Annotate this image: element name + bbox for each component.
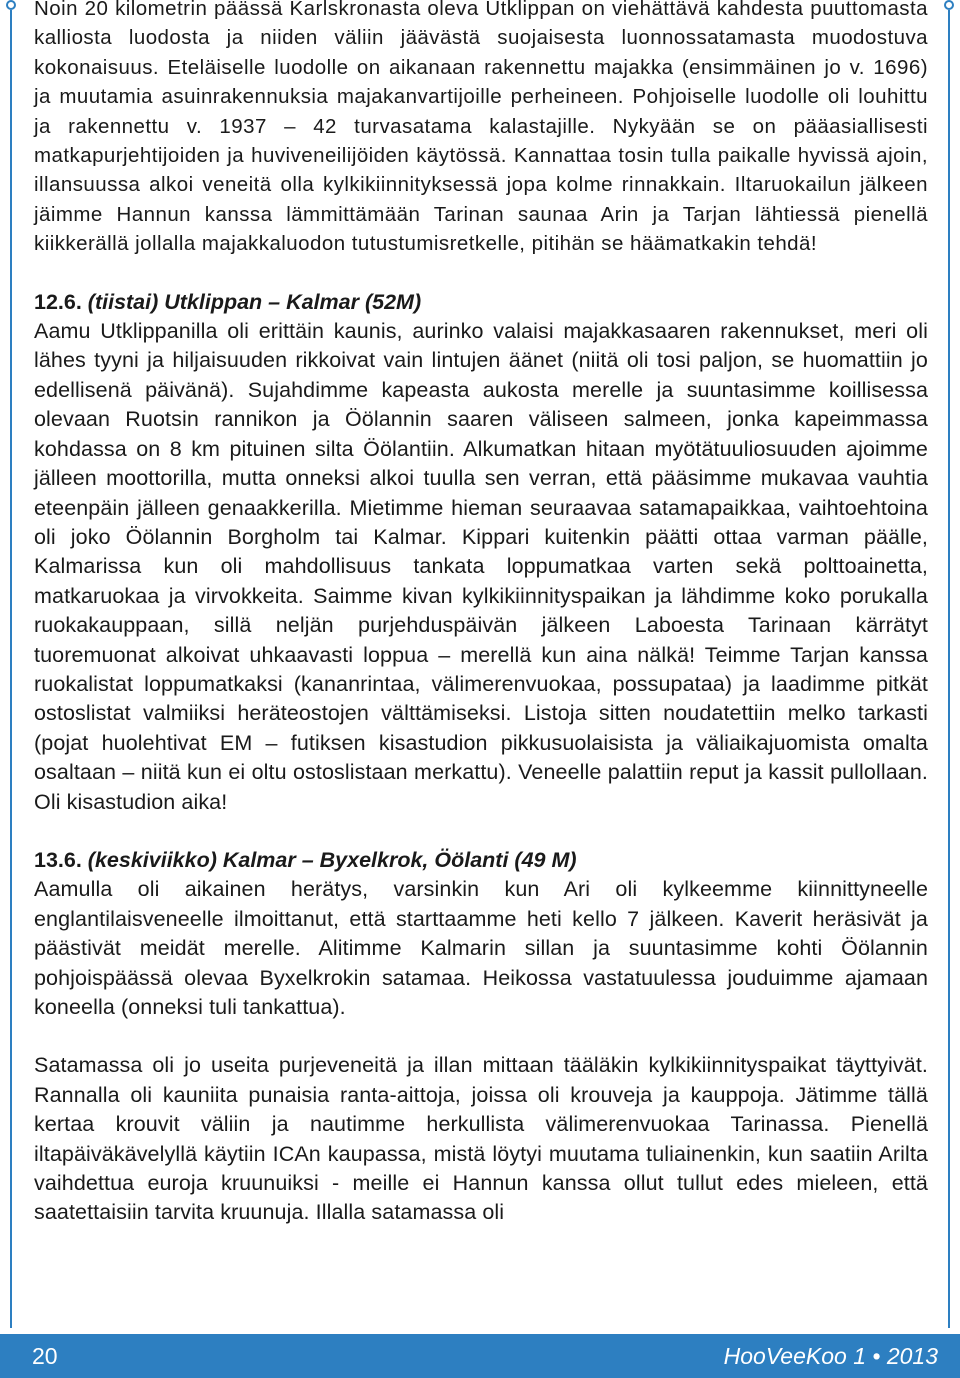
paragraph-utklippan-intro: Noin 20 kilometrin päässä Karlskronasta oleva Utklippan on viehättävä kahdesta puuttomasta kalliosta luodosta ja niiden väliin jäävästä suojaisesta luonnossatamasta muodostuva kokonaisuus. Eteläiselle luodolle on aikanaan rakennettu majakka (ensimmäinen jo v. 1696) ja muutamia asuinrakennuksia majakanvartijoille perheineen. Pohjoiselle luodolle oli louhittu ja rakennettu v. 1937 – 42 turvasatama kalastajille. Nykyään se on pääasiallisesti matkapurjehtijoiden ja huviveneilijöiden käytössä. Kannattaa tosin tulla paikalle hyvissä ajoin, illansuussa alkoi veneitä olla kylkikiinnityksessä jopa kolme rinnakkain. Iltaruokailun jälkeen jäimme Hannun kanssa lämmittämään Tarinan saunaa Arin ja Tarjan lähtiessä pienellä kiikkerällä jollalla majakkaluodon tutustumisretkelle, pitihän se häämatkakin tehdä! — [34, 0, 928, 256]
heading-route: (keskiviikko) Kalmar – Byxelkrok, Öölanti (49 M) — [81, 847, 577, 872]
article-body — [34, 0, 928, 1228]
section-heading-june-13 — [34, 846, 928, 875]
paragraph-kalmar-byxelkrok: Aamulla oli aikainen herätys, varsinkin kun Ari oli kylkeemme kiinnittyneelle englantilaisveneelle ilmoittanut, että starttaamme heti kello 7 jälkeen. Kaverit heräsivät ja päästivät meidät merelle. Alitimme Kalmarin sillan ja suuntasimme kohti Öölannin pohjoispäässä olevaa Byxelkrokin satamaa. Heikossa vastatuulessa jouduimme ajamaan koneella (onneksi tuli tankattua). — [34, 877, 928, 1019]
section-heading-june-12 — [34, 288, 928, 317]
heading-date: 12.6. — [34, 289, 82, 314]
right-margin-rule — [948, 10, 950, 1328]
page-footer — [0, 1334, 960, 1378]
binder-ring-right-icon — [944, 0, 954, 10]
heading-date: 13.6. — [34, 847, 82, 872]
publication-name: HooVeeKoo 1 • 2013 — [723, 1343, 938, 1369]
paragraph-utklippan-kalmar: Aamu Utklippanilla oli erittäin kaunis, aurinko valaisi majakkasaaren rakennukset, meri oli lähes tyyni ja hiljaisuuden rikkoivat vain lintujen äänet (niitä oli tosi paljon, se huomattiin jo edellisenä päivänä). Sujahdimme kapeasta aukosta merelle ja suuntasimme koillisessa olevaan Ruotsin rannikon ja Öölannin saaren väliseen salmeen, jonka kapeimmassa kohdassa on 8 km pituinen silta Öölantiin. Alkumatkan hitaan myötätuuliosuuden ajoimme jälleen moottorilla, mutta onneksi alkoi tuulla sen verran, että pääsimme mukavaa vauhtia eteenpäin jälleen genaakkerilla. Mietimme hieman seuraavaa satamapaikkaa, vaihtoehtoina oli joko Öölannin Borgholm tai Kalmar. Kippari kuitenkin päätti ottaa varman päälle, Kalmarissa kun oli mahdollisuus tankata loppumatkaa varten sekä polttoainetta, matkaruokaa ja virvokkeita. Saimme kivan kylkikiinnityspaikan ja lähdimme koko porukalla ruokakauppaan, sillä neljän purjehduspäivän jälkeen Laboesta Tarinaan kärrätyt tuoremuonat alkoivat uhkaavasti loppua – merellä kun aina nälkä! Teimme Tarjan kanssa ruokalistat loppumatkaksi (kananrintaa, välimerenvuokaa, possupataa) ja laadimme pitkät ostoslistat valmiiksi heräteostojen välttämiseksi. Listoja sitten noudatettiin melko tarkasti (pojat huolehtivat EM – futiksen kisastudion pikkusuolaisista ja väliaikajuomista omalta osaltaan – niitä kun ei oltu ostoslistaan merkattu). Veneelle palattiin reput ja kassit pullollaan. Oli kisastudion aika! — [34, 319, 928, 814]
left-margin-rule — [10, 10, 12, 1328]
binder-ring-left-icon — [6, 0, 16, 10]
paragraph-byxelkrok-harbor: Satamassa oli jo useita purjeveneitä ja illan mittaan tääläkin kylkikiinnityspaikat täyttyivät. Rannalla oli kauniita punaisia ranta-aittoja, joissa oli krouveja ja kauppoja. Jätimme tällä kertaa krouvit väliin ja nautimme herkullista välimerenvuokaa Tarinassa. Pienellä iltapäiväkävelyllä käytiin ICAn kaupassa, mistä löytyi muutama tuliainenkin, kun saatiin Arilta vaihdettua euroja kruunuiksi - meille ei Hannun kanssa ollut tullut edes mieleen, että saatettaisiin tarvita kruunuja. Illalla satamassa oli — [34, 1053, 928, 1225]
page-number: 20 — [32, 1343, 58, 1369]
heading-route: (tiistai) Utklippan – Kalmar (52M) — [81, 289, 422, 314]
